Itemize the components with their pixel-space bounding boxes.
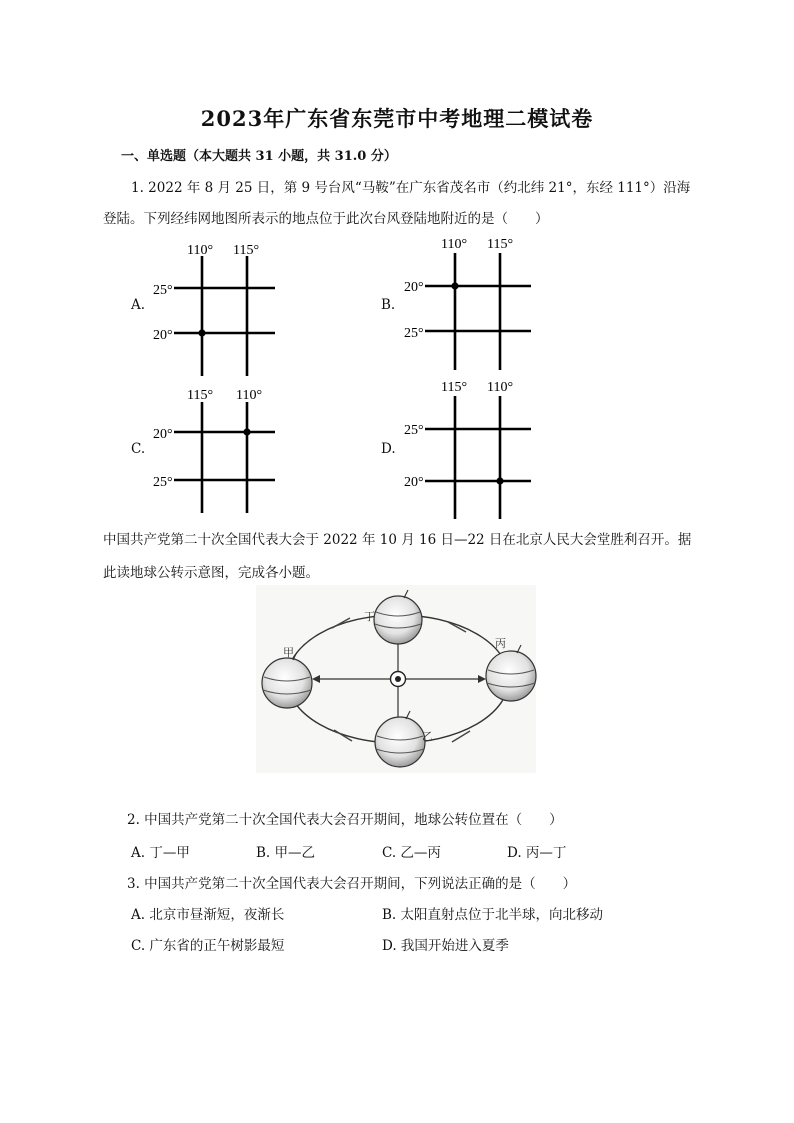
label-ding: 丁	[364, 610, 375, 623]
grid-a-lon-1: 110°	[187, 243, 214, 258]
exam-title: 2023年广东省东莞市中考地理二模试卷	[200, 106, 594, 131]
grid-d-lat-2: 20°	[404, 475, 424, 490]
q1-option-d-letter[interactable]: D.	[381, 441, 396, 457]
grid-d-point	[496, 477, 503, 484]
q1-option-a-letter[interactable]: A.	[131, 297, 146, 313]
q2-option-d[interactable]: D. 丙—丁	[507, 845, 567, 861]
grid-a-point	[198, 329, 205, 336]
q1-option-b-letter[interactable]: B.	[381, 297, 396, 313]
earth-ding	[374, 596, 422, 644]
q2-option-b[interactable]: B. 甲—乙	[256, 845, 316, 861]
q1-option-c-letter[interactable]: C.	[131, 441, 146, 457]
section-heading: 一、单选题（本大题共 31 小题，共 31.0 分）	[121, 149, 397, 164]
label-bing: 丙	[495, 637, 506, 650]
grid-c-lon-2: 110°	[236, 388, 263, 403]
passage-line2: 此读地球公转示意图，完成各小题。	[103, 565, 319, 581]
grid-c-lon-1: 115°	[187, 388, 214, 403]
grid-b-point	[451, 282, 458, 289]
grid-d-lon-1: 115°	[441, 380, 468, 395]
earth-jia	[262, 658, 312, 708]
grid-b-lat-2: 25°	[404, 326, 424, 341]
grid-c-lat-2: 25°	[153, 475, 173, 490]
q2-option-a[interactable]: A. 丁—甲	[131, 845, 190, 861]
grid-b-lat-1: 20°	[404, 280, 424, 295]
q2-option-c[interactable]: C. 乙—丙	[382, 845, 441, 861]
earth-yi	[375, 717, 425, 767]
grid-c-point	[243, 428, 250, 435]
grid-a-lon-2: 115°	[233, 243, 260, 258]
grid-a-lat-2: 20°	[153, 328, 173, 343]
earth-bing	[486, 651, 536, 701]
q3-stem: 3. 中国共产党第二十次全国代表大会召开期间，下列说法正确的是（ ）	[127, 876, 577, 892]
q3-option-a[interactable]: A. 北京市昼渐短，夜渐长	[131, 907, 285, 923]
grid-a-lat-1: 25°	[153, 283, 173, 298]
q2-stem: 2. 中国共产党第二十次全国代表大会召开期间，地球公转位置在（ ）	[127, 812, 563, 828]
q1-stem-line2: 登陆。下列经纬网地图所表示的地点位于此次台风登陆地附近的是（ ）	[103, 211, 549, 227]
q1-stem-line1: 1. 2022 年 8 月 25 日，第 9 号台风“马鞍”在广东省茂名市（约北纬 21°，东经 111°）沿海	[131, 180, 691, 196]
grid-c-lat-1: 20°	[153, 427, 173, 442]
grid-b-lon-2: 115°	[487, 237, 514, 252]
q3-option-d[interactable]: D. 我国开始进入夏季	[382, 938, 509, 954]
grid-b-lon-1: 110°	[441, 237, 468, 252]
orbit-figure	[256, 585, 536, 773]
label-yi: 乙	[422, 730, 433, 743]
grid-d-lon-2: 110°	[487, 380, 514, 395]
q3-option-c[interactable]: C. 广东省的正午树影最短	[131, 938, 285, 954]
passage-line1: 中国共产党第二十次全国代表大会于 2022 年 10 月 16 日—22 日在北京人民大会堂胜利召开。据	[103, 532, 692, 548]
grid-d-lat-1: 25°	[404, 423, 424, 438]
q3-option-b[interactable]: B. 太阳直射点位于北半球，向北移动	[382, 907, 604, 923]
label-jia: 甲	[283, 646, 294, 659]
